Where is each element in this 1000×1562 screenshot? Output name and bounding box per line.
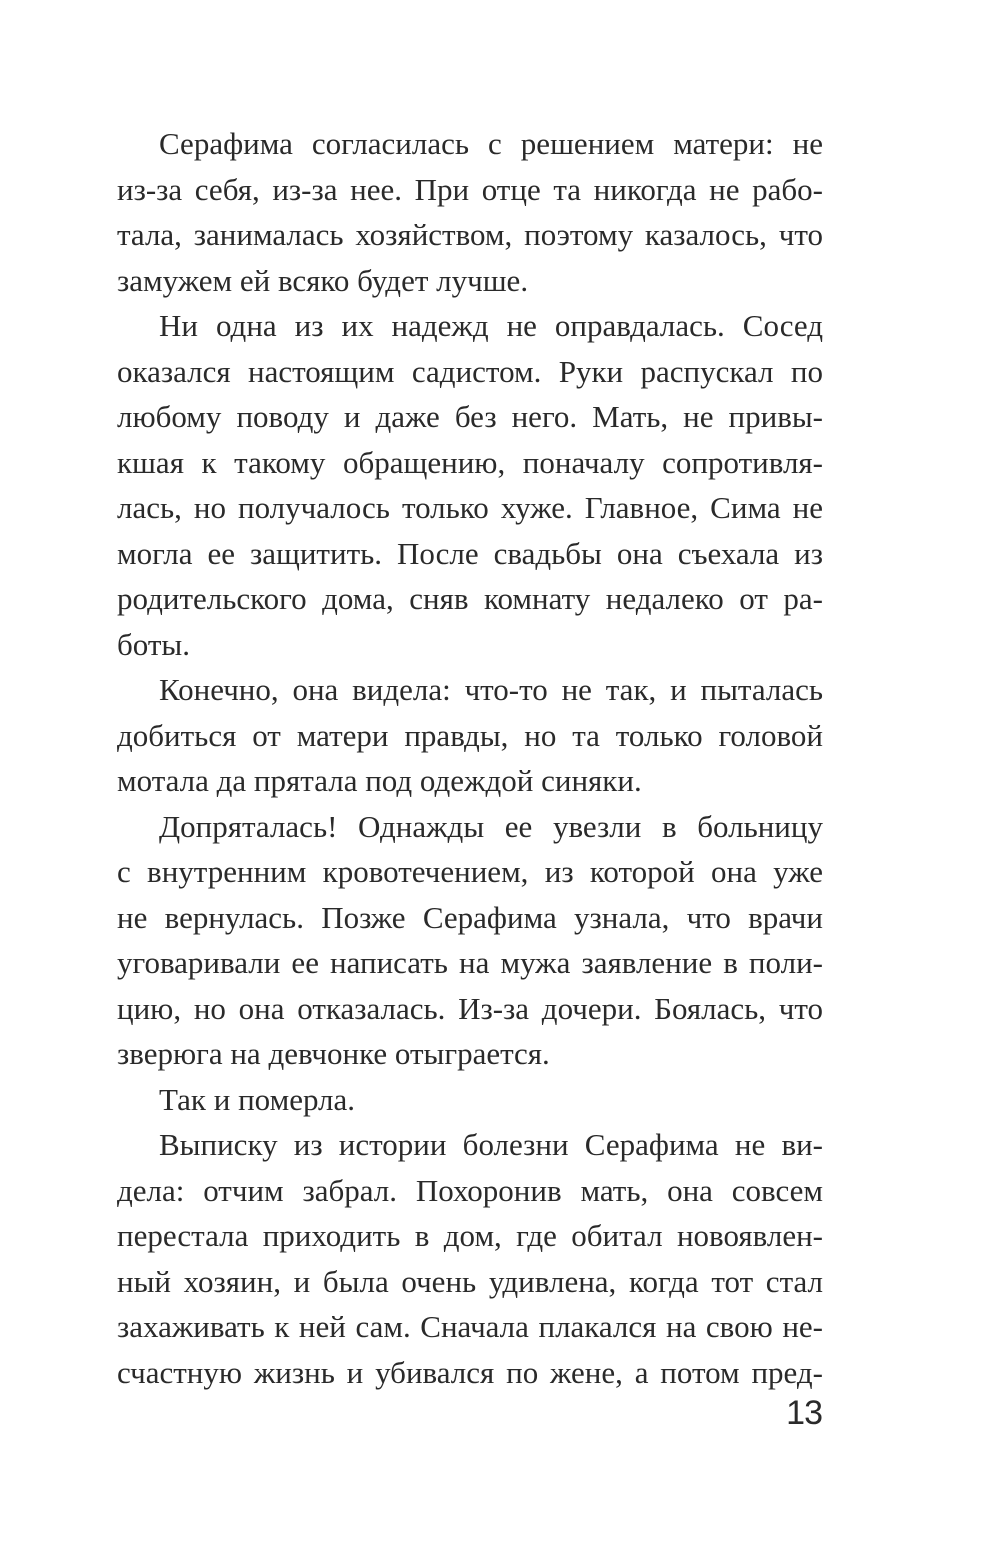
text-line: Так и померла.	[159, 1081, 356, 1117]
text-line: Ни одна из их надежд не оправдалась. Сосед	[159, 308, 823, 343]
text-line: захаживать к ней сам. Сначала плакался на свою не-	[117, 1309, 823, 1344]
text-line: зверюга на девчонке отыграется.	[117, 1036, 550, 1071]
text-line: могла ее защитить. После свадьбы она съехала из	[117, 535, 823, 571]
paragraph	[117, 121, 823, 303]
page-body-text	[117, 121, 823, 1395]
text-line: не вернулась. Позже Серафима узнала, что врачи	[117, 899, 823, 935]
text-line: Конечно, она видела: что-то не так, и пыталась	[159, 672, 823, 707]
paragraph	[117, 1122, 823, 1395]
text-line: кшая к такому обращению, поначалу сопротивля-	[117, 444, 823, 480]
paragraph	[117, 667, 823, 804]
text-line: дела: отчим забрал. Похоронив мать, она совсем	[117, 1172, 823, 1208]
text-line: уговаривали ее написать на мужа заявление в поли-	[117, 945, 823, 980]
text-line: тала, занималась хозяйством, поэтому казалось, что	[117, 217, 823, 252]
text-line: из-за себя, из-за нее. При отце та никогда не рабо-	[117, 171, 823, 207]
text-line: родительского дома, сняв комнату недалеко от ра-	[117, 581, 823, 616]
text-line: Допряталась! Однажды ее увезли в больницу	[159, 808, 823, 844]
text-line: боты.	[117, 626, 190, 662]
text-line: цию, но она отказалась. Из-за дочери. Боялась, что	[117, 990, 823, 1026]
text-line: мотала да прятала под одеждой синяки.	[117, 763, 642, 798]
text-line: счастную жизнь и убивался по жене, а потом пред-	[117, 1354, 823, 1390]
paragraph	[117, 1077, 823, 1123]
text-line: лась, но получалось только хуже. Главное, Сима не	[117, 490, 823, 525]
text-line: любому поводу и даже без него. Мать, не привы-	[117, 399, 823, 434]
text-line: с внутренним кровотечением, из которой она уже	[117, 854, 823, 889]
text-line: Серафима согласилась с решением матери: не	[159, 126, 823, 161]
paragraph	[117, 804, 823, 1077]
text-line: ный хозяин, и была очень удивлена, когда тот стал	[117, 1263, 823, 1299]
text-line: добиться от матери правды, но та только головой	[117, 717, 823, 753]
text-line: оказался настоящим садистом. Руки распускал по	[117, 353, 823, 389]
text-line: перестала приходить в дом, где обитал новоявлен-	[117, 1218, 823, 1253]
text-line: Выписку из истории болезни Серафима не ви-	[159, 1127, 823, 1162]
paragraph	[117, 303, 823, 667]
text-line: замужем ей всяко будет лучше.	[117, 262, 529, 298]
page-number: 13	[786, 1394, 822, 1432]
